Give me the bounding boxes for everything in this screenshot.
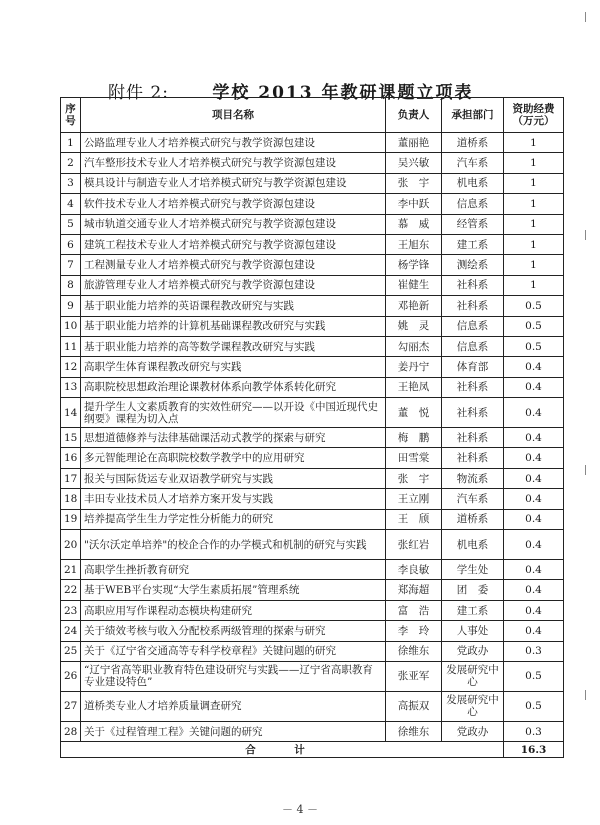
table-row [61,173,564,193]
funding-amount: 1 [504,173,564,193]
department: 信息系 [442,336,504,356]
department: 经管系 [442,214,504,234]
project-leader: 富 浩 [386,600,442,620]
row-number: 1 [61,133,81,153]
funding-amount: 0.5 [504,336,564,356]
row-number: 7 [61,255,81,275]
project-leader: 高振双 [386,691,442,721]
table-row [61,641,564,661]
project-name: 基于WEB平台实现“大学生素质拓展”管理系统 [81,580,386,600]
funding-amount: 0.5 [504,296,564,316]
row-number: 13 [61,377,81,397]
funding-amount: 0.4 [504,448,564,468]
project-leader: 吴兴敏 [386,153,442,173]
project-name: 道桥类专业人才培养质量调查研究 [81,691,386,721]
department: 汽车系 [442,153,504,173]
department: 发展研究中心 [442,661,504,691]
project-leader: 徐维东 [386,641,442,661]
department: 社科系 [442,296,504,316]
department: 党政办 [442,641,504,661]
row-number: 16 [61,448,81,468]
department: 建工系 [442,600,504,620]
project-name: “辽宁省高等职业教育特色建设研究与实践——辽宁省高职教育专业建设特色” [81,661,386,691]
department: 信息系 [442,316,504,336]
column-header-fund: 资助经费（万元） [504,98,564,133]
table-row [61,428,564,448]
table-row [61,560,564,580]
table-row [61,398,564,428]
table-row [61,509,564,529]
project-name: 思想道德修养与法律基础课活动式教学的探索与研究 [81,428,386,448]
row-number: 22 [61,580,81,600]
project-name: 培养提高学生生力学定性分析能力的研究 [81,509,386,529]
project-table [60,97,564,758]
funding-amount: 0.4 [504,489,564,509]
funding-amount: 1 [504,234,564,254]
row-number: 25 [61,641,81,661]
total-row [61,742,564,758]
department: 汽车系 [442,489,504,509]
project-name: 公路监理专业人才培养模式研究与教学资源包建设 [81,133,386,153]
project-leader: 张 宇 [386,468,442,488]
table-row [61,661,564,691]
department: 建工系 [442,234,504,254]
table-row [61,377,564,397]
row-number: 8 [61,275,81,295]
table-row [61,316,564,336]
project-name: 提升学生人文素质教育的实效性研究——以开设《中国近现代史纲要》课程为切入点 [81,398,386,428]
funding-amount: 1 [504,214,564,234]
project-name: 丰田专业技术员人才培养方案开发与实践 [81,489,386,509]
attachment-label: 附件 2: [108,83,169,103]
department: 道桥系 [442,133,504,153]
table-row [61,234,564,254]
binding-mark-right-1 [585,12,586,22]
funding-amount: 0.4 [504,509,564,529]
table-row [61,357,564,377]
table-header-row [61,98,564,133]
funding-amount: 0.3 [504,641,564,661]
project-leader: 李中跃 [386,194,442,214]
row-number: 3 [61,173,81,193]
table-row [61,600,564,620]
department: 党政办 [442,721,504,741]
project-name: 城市轨道交通专业人才培养模式研究与教学资源包建设 [81,214,386,234]
department: 社科系 [442,448,504,468]
project-leader: 慕 威 [386,214,442,234]
project-name: 汽车整形技术专业人才培养模式研究与教学资源包建设 [81,153,386,173]
department: 社科系 [442,398,504,428]
row-number: 15 [61,428,81,448]
project-name: 基于职业能力培养的英语课程教改研究与实践 [81,296,386,316]
column-header-name: 项目名称 [81,98,386,133]
row-number: 21 [61,560,81,580]
project-leader: 田雪棠 [386,448,442,468]
page-title: 学校 2013 年教研课题立项表 [212,83,474,103]
row-number: 24 [61,621,81,641]
project-leader: 王旭东 [386,234,442,254]
row-number: 4 [61,194,81,214]
project-name: 工程测量专业人才培养模式研究与教学资源包建设 [81,255,386,275]
project-leader: 郑海超 [386,580,442,600]
total-value: 16.3 [504,742,564,758]
row-number: 23 [61,600,81,620]
project-leader: 李良敏 [386,560,442,580]
table-row [61,621,564,641]
table-row [61,721,564,741]
funding-amount: 1 [504,133,564,153]
binding-mark-right-3 [585,465,586,475]
row-number: 6 [61,234,81,254]
funding-amount: 0.4 [504,398,564,428]
project-leader: 张 宇 [386,173,442,193]
project-name: "沃尔沃定单培养"的校企合作的办学模式和机制的研究与实践 [81,530,386,560]
project-leader: 姚 灵 [386,316,442,336]
table-row [61,489,564,509]
project-leader: 邓艳新 [386,296,442,316]
row-number: 20 [61,530,81,560]
project-name: 高职院校思想政治理论课教材体系向教学体系转化研究 [81,377,386,397]
row-number: 28 [61,721,81,741]
project-leader: 王 颀 [386,509,442,529]
project-name: 多元智能理论在高职院校数学教学中的应用研究 [81,448,386,468]
project-leader: 杨学锋 [386,255,442,275]
department: 发展研究中心 [442,691,504,721]
funding-amount: 0.4 [504,621,564,641]
funding-amount: 1 [504,275,564,295]
project-name: 软件技术专业人才培养模式研究与教学资源包建设 [81,194,386,214]
funding-amount: 0.5 [504,316,564,336]
row-number: 14 [61,398,81,428]
table-row [61,336,564,356]
table-row [61,255,564,275]
row-number: 12 [61,357,81,377]
row-number: 10 [61,316,81,336]
row-number: 27 [61,691,81,721]
project-name: 关于《辽宁省交通高等专科学校章程》关键问题的研究 [81,641,386,661]
project-leader: 张红岩 [386,530,442,560]
department: 人事处 [442,621,504,641]
project-leader: 董丽艳 [386,133,442,153]
row-number: 11 [61,336,81,356]
table-row [61,468,564,488]
project-name: 旅游管理专业人才培养模式研究与教学资源包建设 [81,275,386,295]
department: 机电系 [442,173,504,193]
funding-amount: 0.5 [504,691,564,721]
project-name: 报关与国际货运专业双语教学研究与实践 [81,468,386,488]
funding-amount: 0.4 [504,357,564,377]
table-row [61,133,564,153]
row-number: 26 [61,661,81,691]
row-number: 5 [61,214,81,234]
project-leader: 姜丹宁 [386,357,442,377]
project-name: 高职学生挫折教育研究 [81,560,386,580]
project-name: 基于职业能力培养的计算机基础课程教改研究与实践 [81,316,386,336]
project-name: 关于《过程管理工程》关键问题的研究 [81,721,386,741]
funding-amount: 0.4 [504,377,564,397]
row-number: 19 [61,509,81,529]
project-leader: 徐维东 [386,721,442,741]
project-leader: 崔健生 [386,275,442,295]
funding-amount: 0.4 [504,580,564,600]
funding-amount: 1 [504,194,564,214]
department: 体育部 [442,357,504,377]
department: 团 委 [442,580,504,600]
project-name: 关于绩效考核与收入分配校系两级管理的探索与研究 [81,621,386,641]
funding-amount: 0.5 [504,661,564,691]
row-number: 18 [61,489,81,509]
table-row [61,194,564,214]
department: 物流系 [442,468,504,488]
project-leader: 王立刚 [386,489,442,509]
column-header-dept: 承担部门 [442,98,504,133]
row-number: 17 [61,468,81,488]
department: 机电系 [442,530,504,560]
table-row [61,691,564,721]
table-row [61,153,564,173]
department: 社科系 [442,275,504,295]
project-leader: 王艳凤 [386,377,442,397]
binding-mark-right-4 [585,690,586,700]
funding-amount: 0.4 [504,468,564,488]
project-name: 高职应用写作课程动态模块构建研究 [81,600,386,620]
project-name: 模具设计与制造专业人才培养模式研究与教学资源包建设 [81,173,386,193]
row-number: 2 [61,153,81,173]
project-leader: 李 玲 [386,621,442,641]
column-header-person: 负责人 [386,98,442,133]
department: 社科系 [442,428,504,448]
table-row [61,530,564,560]
table-row [61,448,564,468]
project-leader: 梅 鹏 [386,428,442,448]
project-leader: 张亚军 [386,661,442,691]
department: 学生处 [442,560,504,580]
funding-amount: 1 [504,255,564,275]
funding-amount: 0.4 [504,530,564,560]
funding-amount: 0.4 [504,600,564,620]
table-row [61,580,564,600]
binding-mark-right-2 [585,230,586,240]
funding-amount: 1 [504,153,564,173]
department: 信息系 [442,194,504,214]
row-number: 9 [61,296,81,316]
project-name: 高职学生体育课程教改研究与实践 [81,357,386,377]
page-number: － 4 － [282,803,318,816]
table-row [61,275,564,295]
table-row [61,214,564,234]
department: 测绘系 [442,255,504,275]
department: 道桥系 [442,509,504,529]
total-label: 合 计 [61,742,504,758]
funding-amount: 0.4 [504,560,564,580]
project-name: 基于职业能力培养的高等数学课程教改研究与实践 [81,336,386,356]
funding-amount: 0.4 [504,428,564,448]
table-row [61,296,564,316]
project-leader: 董 悦 [386,398,442,428]
project-leader: 勾丽杰 [386,336,442,356]
project-name: 建筑工程技术专业人才培养模式研究与教学资源包建设 [81,234,386,254]
department: 社科系 [442,377,504,397]
column-header-no: 序号 [61,98,81,133]
funding-amount: 0.3 [504,721,564,741]
